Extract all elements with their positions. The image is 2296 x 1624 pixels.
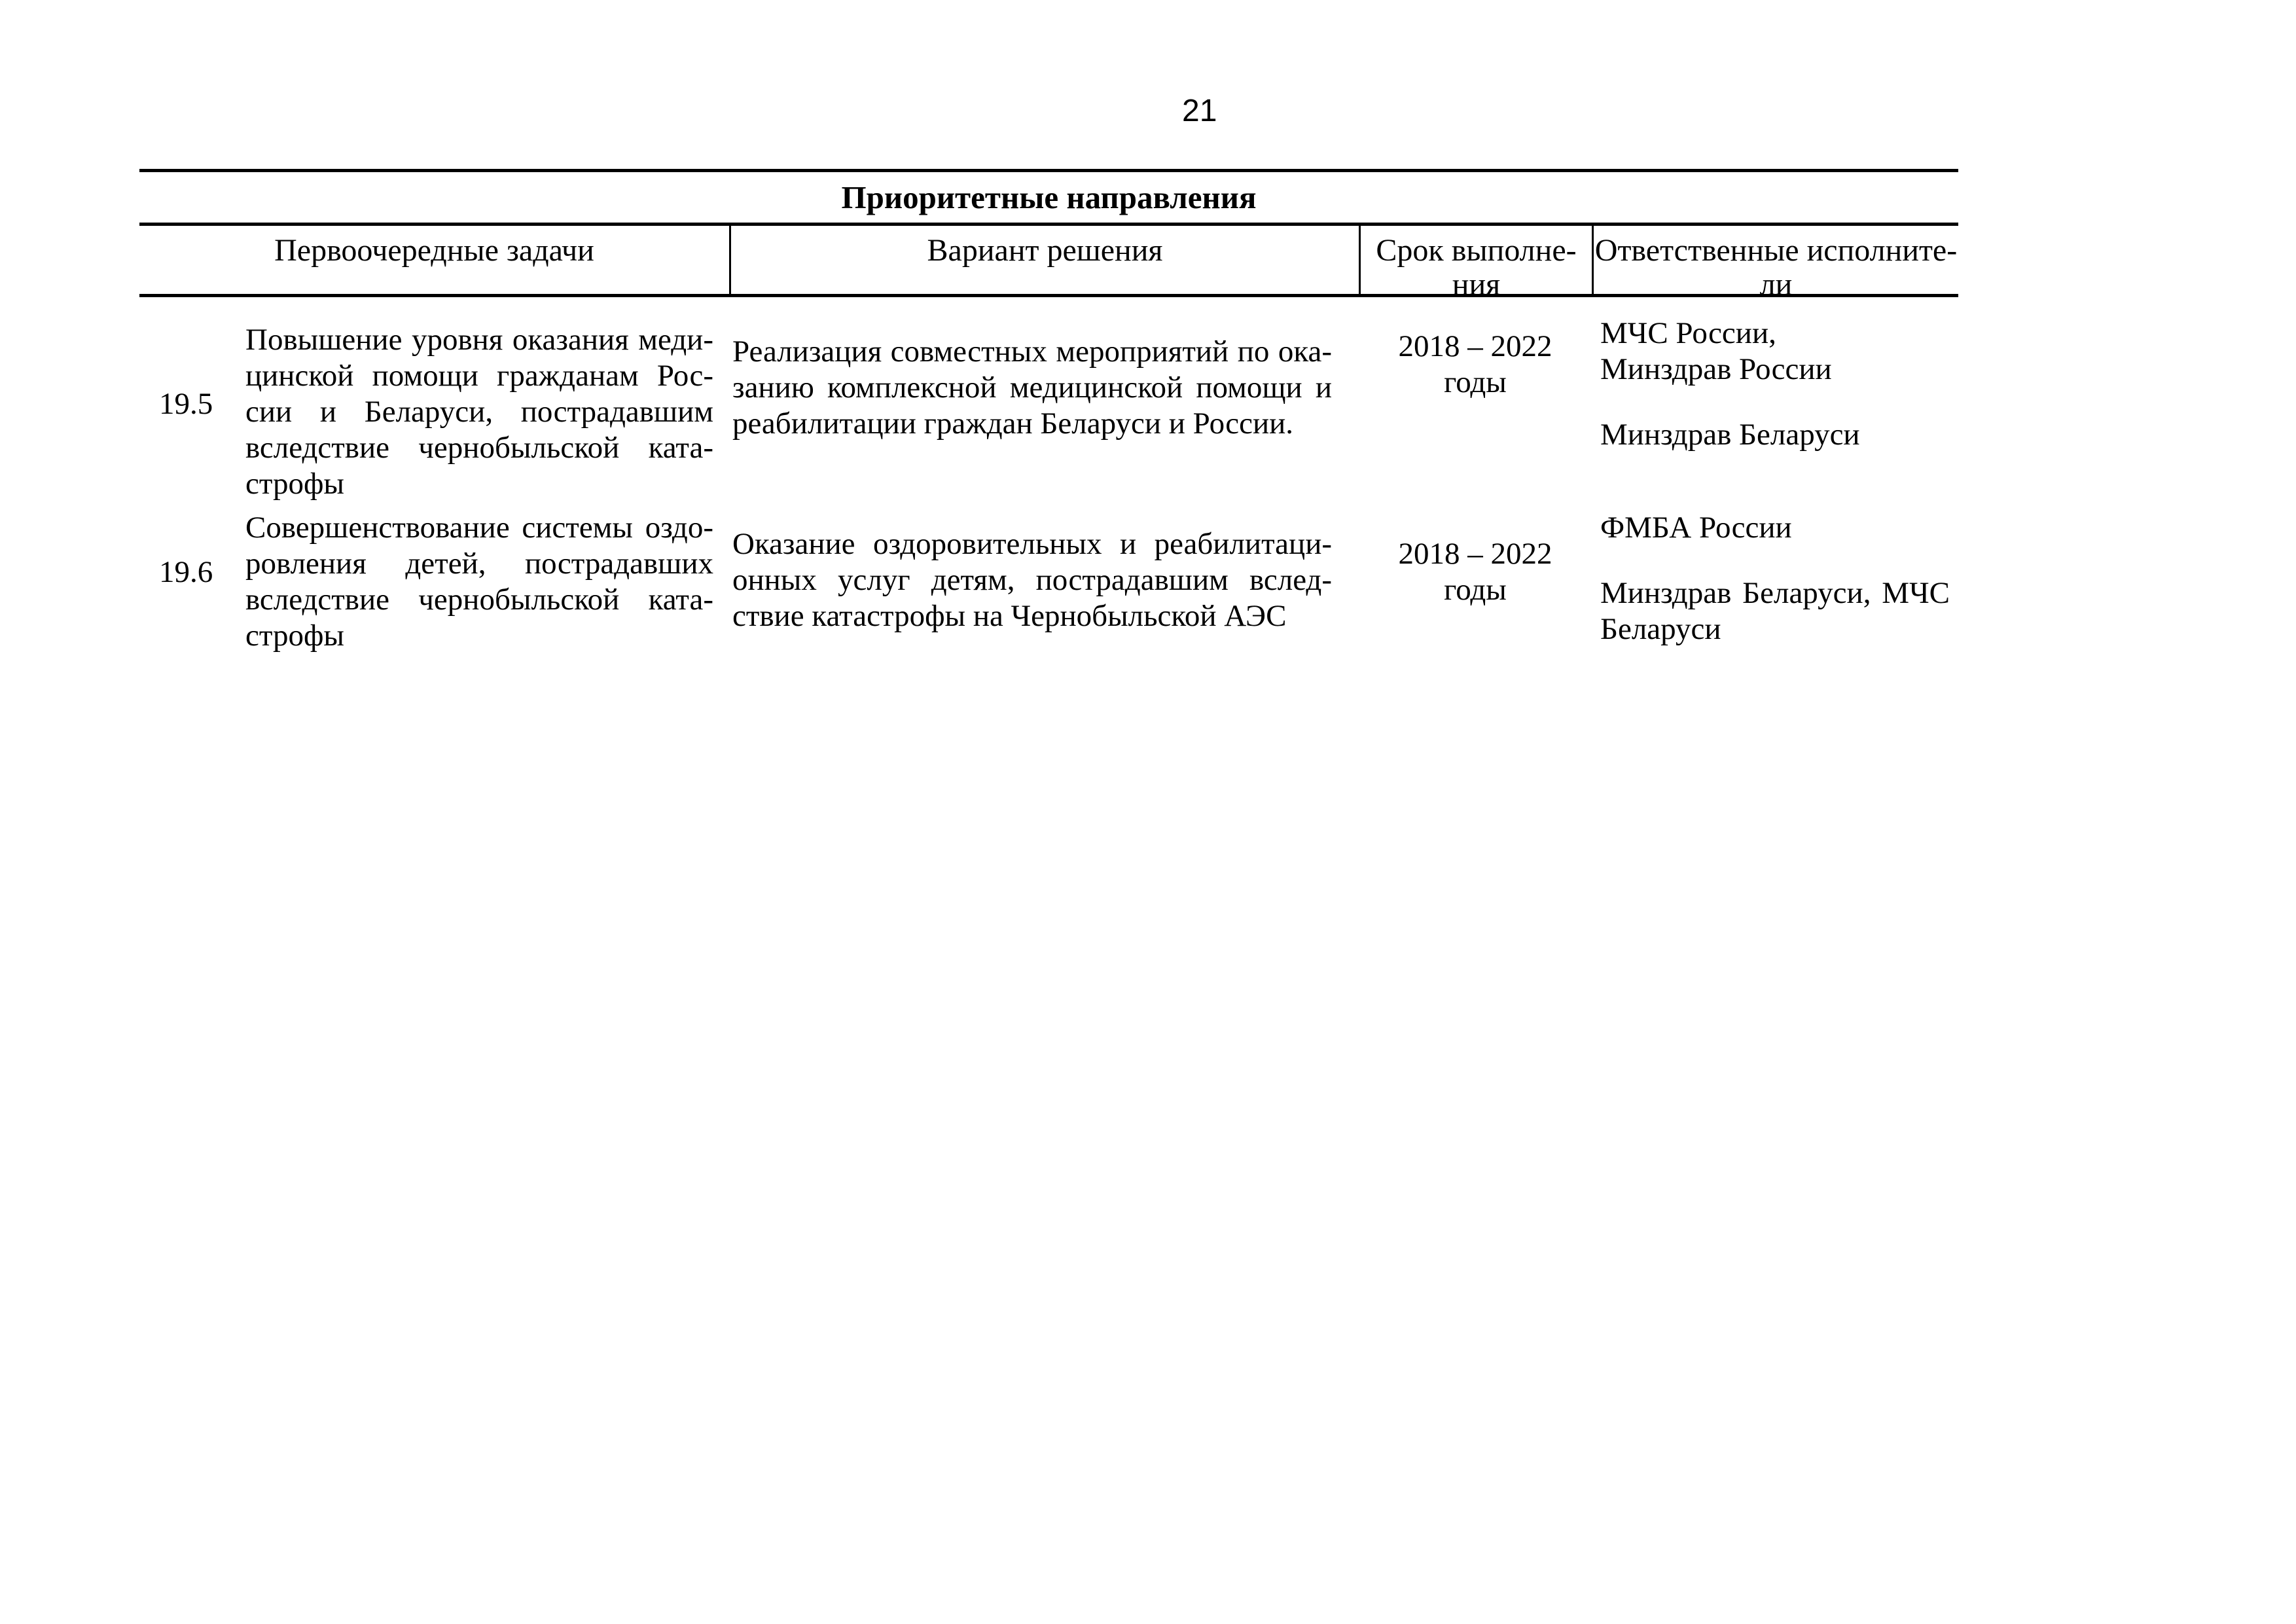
task-line: строфы <box>245 619 345 653</box>
page-number: 21 <box>1182 94 1217 128</box>
task-line: Совершенствование системы оздо- <box>245 511 713 545</box>
solution-line: занию комплексной медицинской помощи и <box>732 370 1332 405</box>
table-row-19-5 <box>139 314 1958 502</box>
task-line: Повышение уровня оказания меди- <box>245 323 713 357</box>
header-cell-solution <box>729 226 1359 294</box>
executors-cell <box>1600 314 1950 502</box>
executor-line: Минздрав России <box>1600 352 1832 386</box>
header-tasks-label: Первоочередные задачи <box>274 233 594 268</box>
solution-cell <box>732 510 1332 654</box>
header-period-line2: ния <box>1452 267 1501 302</box>
executor-line: Минздрав Беларуси, МЧС <box>1600 576 1950 610</box>
table-row-19-6 <box>139 510 1958 654</box>
solution-line: Оказание оздоровительных и реабилитаци- <box>732 527 1332 561</box>
table-title: Приоритетные направления <box>841 179 1257 215</box>
header-cell-executors <box>1592 226 1958 302</box>
header-executors-line2: ли <box>1759 267 1793 302</box>
period-cell <box>1359 510 1592 654</box>
header-period-line1: Срок выполне- <box>1376 233 1577 268</box>
task-line: цинской помощи гражданам Рос- <box>245 359 713 393</box>
task-line: ровления детей, пострадавших <box>245 547 713 581</box>
task-line: сии и Беларуси, пострадавшим <box>245 395 713 429</box>
table-header-row <box>139 226 1958 302</box>
row-number-cell <box>139 510 245 654</box>
period-line: годы <box>1444 573 1507 607</box>
solution-cell <box>732 314 1332 502</box>
row-number-cell <box>139 314 245 502</box>
header-cell-tasks <box>139 226 729 294</box>
period-line: годы <box>1444 365 1507 399</box>
row-number: 19.6 <box>159 555 213 589</box>
executors-cell <box>1600 510 1950 654</box>
executor-line: Беларуси <box>1600 612 1721 646</box>
row-number: 19.5 <box>159 387 213 421</box>
priorities-table <box>139 169 1958 654</box>
task-line: вследствие чернобыльской ката- <box>245 431 713 465</box>
solution-line: онных услуг детям, пострадавшим вслед- <box>732 563 1332 597</box>
executor-line: Минздрав Беларуси <box>1600 418 1860 452</box>
header-executors-line1: Ответственные исполните- <box>1594 233 1958 268</box>
executor-line: ФМБА России <box>1600 511 1792 545</box>
header-cell-period <box>1359 226 1592 302</box>
header-solution-label: Вариант решения <box>927 233 1163 268</box>
task-line: вследствие чернобыльской ката- <box>245 583 713 617</box>
task-cell <box>245 510 713 654</box>
period-line: 2018 – 2022 <box>1398 537 1552 571</box>
executor-line: МЧС России, <box>1600 316 1776 350</box>
task-line: строфы <box>245 467 345 501</box>
solution-line: Реализация совместных мероприятий по ока- <box>732 334 1332 369</box>
solution-line: ствие катастрофы на Чернобыльской АЭС <box>732 599 1287 633</box>
solution-line: реабилитации граждан Беларуси и России. <box>732 406 1294 441</box>
period-line: 2018 – 2022 <box>1398 329 1552 363</box>
period-cell <box>1359 314 1592 502</box>
task-cell <box>245 314 713 502</box>
